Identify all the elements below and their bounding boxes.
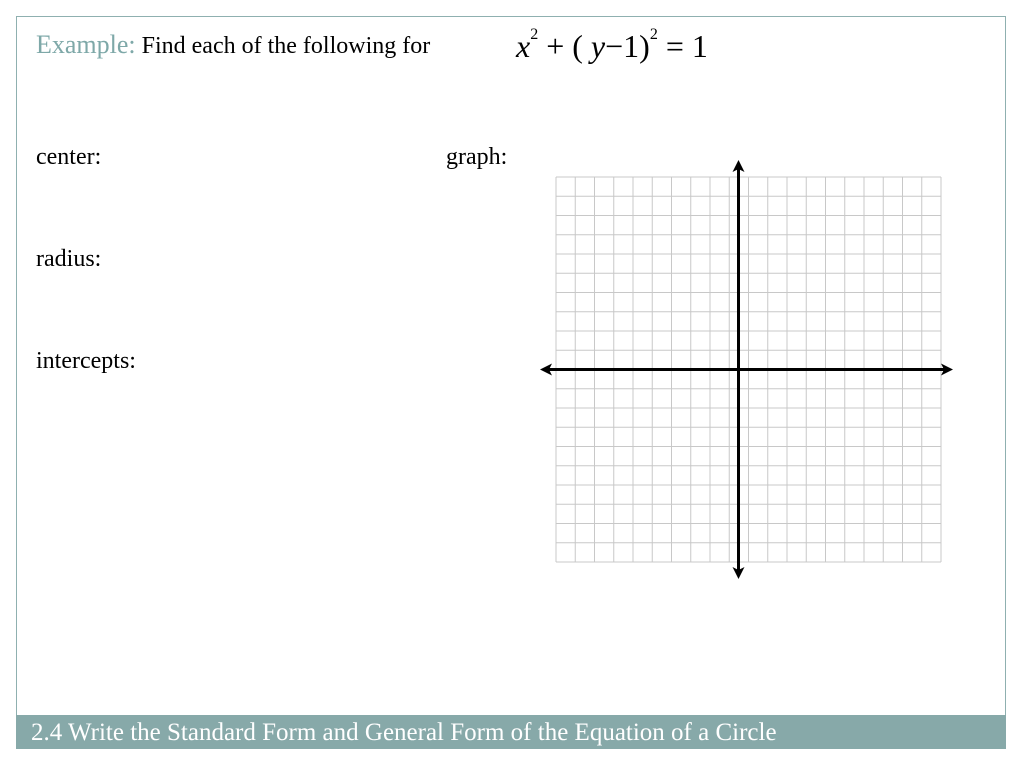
example-prefix: Example: — [36, 30, 136, 59]
equation-minus-one: −1) — [605, 28, 650, 64]
footer-bar — [16, 715, 1006, 749]
equation-exponent-y: 2 — [649, 26, 658, 43]
axes — [540, 160, 953, 579]
equation-exponent-x: 2 — [530, 26, 539, 43]
equation-var-x: x — [516, 28, 531, 64]
radius-label: radius: — [36, 246, 102, 272]
footer-text: 2.4 Write the Standard Form and General Form of the Equation of a Circle — [31, 719, 777, 746]
equation-var-y: y — [590, 28, 606, 64]
title-text: Find each of the following for — [141, 33, 431, 59]
center-label: center: — [36, 144, 102, 170]
equation-equals: = 1 — [665, 28, 708, 64]
equation-plus: + ( — [546, 28, 583, 64]
graph-label: graph: — [446, 144, 508, 170]
intercepts-label: intercepts: — [36, 348, 136, 374]
